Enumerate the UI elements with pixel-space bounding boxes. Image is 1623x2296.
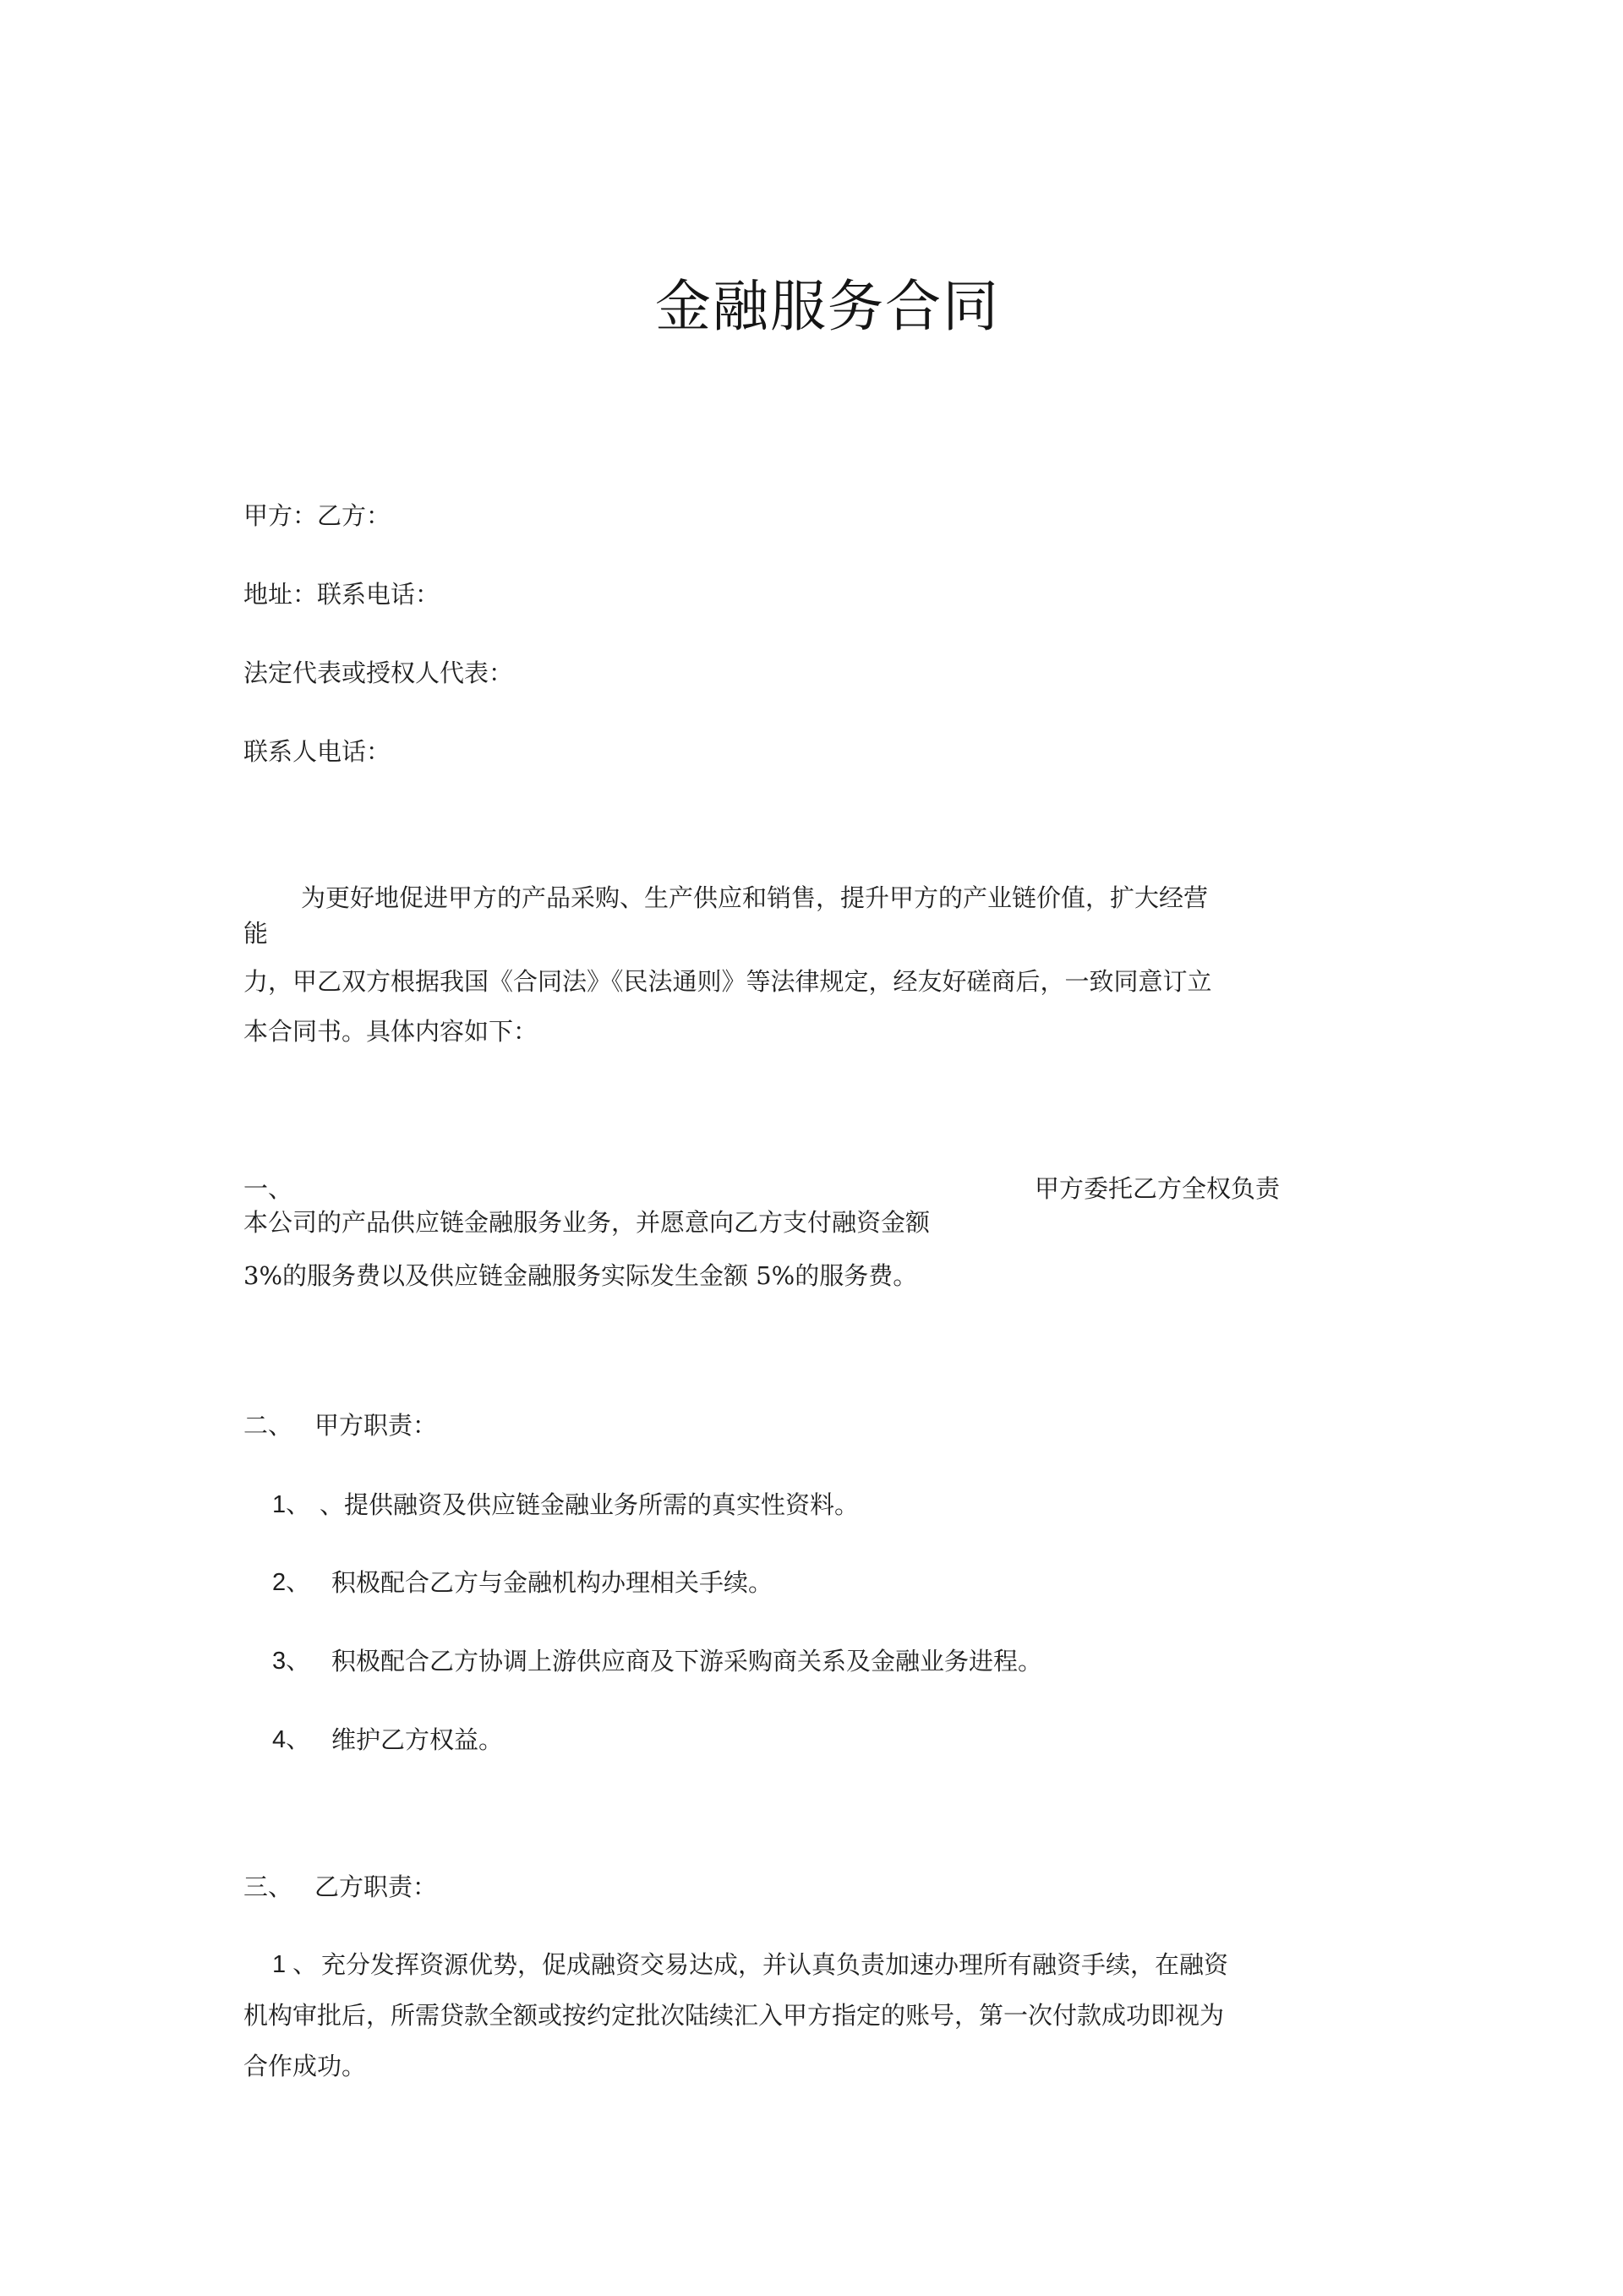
section-1-number: 一、	[243, 1174, 293, 1203]
section-3-item-1-line-3: 合作成功。	[243, 2052, 367, 2080]
section-3-item-1-line-1: 充分发挥资源优势，促成融资交易达成，并认真负责加速办理所有融资手续，在融资	[321, 1950, 1229, 1979]
section-2-item-1-text: 、提供融资及供应链金融业务所需的真实性资料。	[320, 1490, 860, 1519]
section-1-line-3: 3%的服务费以及供应链金融服务实际发生金额 5%的服务费。	[243, 1261, 918, 1290]
section-3-item-1-number: 1 、	[272, 1951, 318, 1978]
section-2-heading: 甲方职责：	[314, 1411, 438, 1440]
section-2-number: 二、	[243, 1411, 293, 1440]
section-2-item-1-number: 1、	[272, 1491, 311, 1518]
section-2-item-3-number: 3、	[272, 1648, 311, 1675]
address-phone-line: 地址：联系电话：	[243, 580, 440, 609]
section-2-item-4-text: 维护乙方权益。	[331, 1725, 504, 1754]
section-2-item-2-number: 2、	[272, 1569, 311, 1596]
party-names-line: 甲方：乙方：	[243, 501, 391, 530]
contact-phone-line: 联系人电话：	[243, 737, 391, 766]
section-3-number: 三、	[243, 1872, 293, 1901]
section-3-heading: 乙方职责：	[314, 1872, 438, 1901]
section-1-line-2: 本公司的产品供应链金融服务业务，并愿意向乙方支付融资金额	[243, 1208, 931, 1237]
legal-representative-line: 法定代表或授权人代表：	[243, 659, 514, 687]
section-2-item-4-number: 4、	[272, 1726, 311, 1753]
section-3-item-1-line-2: 机构审批后，所需贷款全额或按约定批次陆续汇入甲方指定的账号，第一次付款成功即视为	[243, 2001, 1225, 2030]
intro-line-1: 为更好地促进甲方的产品采购、生产供应和销售，提升甲方的产业链价值，扩大经营	[301, 883, 1209, 912]
intro-line-3: 力，甲乙双方根据我国《合同法》《民法通则》等法律规定，经友好磋商后，一致同意订立	[243, 967, 1212, 996]
section-1-right-text: 甲方委托乙方全权负责	[1035, 1174, 1281, 1203]
intro-line-4: 本合同书。具体内容如下：	[243, 1017, 538, 1046]
intro-line-2: 能	[243, 919, 269, 948]
section-2-item-2-text: 积极配合乙方与金融机构办理相关手续。	[331, 1568, 773, 1597]
contract-title: 金融服务合同	[655, 274, 1000, 339]
section-2-item-3-text: 积极配合乙方协调上游供应商及下游采购商关系及金融业务进程。	[331, 1647, 1043, 1676]
